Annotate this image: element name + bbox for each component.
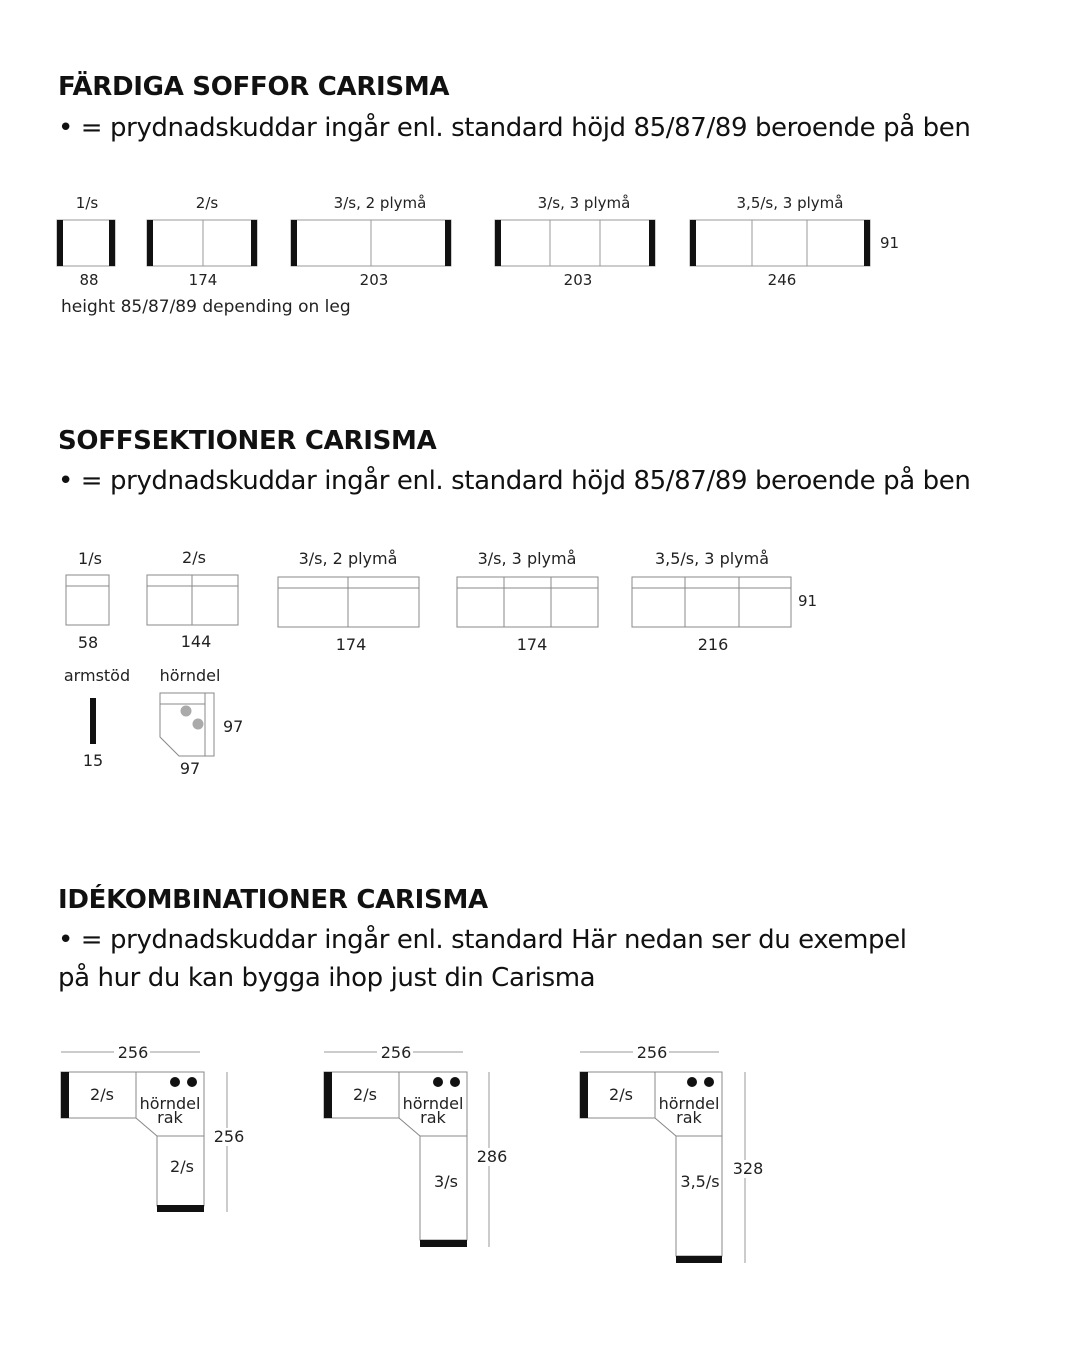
module-label: 3/s, 2 plymå [298,549,398,568]
width-label: 174 [516,635,548,654]
module-label: 1/s [75,194,99,212]
armrest [420,1240,467,1247]
width-label: 203 [359,271,389,289]
combo-1 [61,1043,248,1212]
description-line: på hur du kan bygga ihop just din Carisma [58,963,596,993]
cushion-dot [170,1077,180,1087]
sofa-3s-2-cushions [291,194,451,289]
corner-label: hörndel [658,1094,720,1113]
module-label: 3/s, 3 plymå [537,194,631,212]
depth-label: 97 [223,717,244,736]
sofa-3s-3-cushions [495,194,655,289]
height-note: height 85/87/89 depending on leg [61,297,351,317]
module-label: 3,5/s, 3 plymå [736,194,844,212]
module-label: 3,5/s [680,1172,720,1191]
module-label: 1/s [78,549,102,568]
module-label: 3,5/s, 3 plymå [654,549,770,568]
sofa-2s [147,194,257,289]
section-description [58,921,907,997]
section-heading: FÄRDIGA SOFFOR CARISMA [58,72,450,102]
width-label: 144 [180,632,212,651]
depth-label: 256 [213,1127,245,1146]
width-label: 216 [697,635,729,654]
armrest [324,1072,332,1118]
cushion-dot [193,719,204,730]
armrest [57,220,63,266]
section-3s-3-cushions [457,549,598,654]
section-description: • = prydnadskuddar ingår enl. standard höjd 85/87/89 beroende på ben [58,113,971,143]
width-label: 15 [82,751,104,770]
armrest [690,220,696,266]
armrest-piece [64,666,130,770]
cushion-dot [187,1077,197,1087]
cushion-dot [687,1077,697,1087]
depth-label: 286 [476,1147,508,1166]
module-label: 2/s [182,548,206,567]
section-3s-2-cushions [278,549,419,654]
armrest [864,220,870,266]
section-2s [147,548,238,651]
description-line: • = prydnadskuddar ingår enl. standard Här nedan ser du exempel [58,925,907,955]
combo-3 [580,1043,766,1263]
module-label: hörndel [159,666,221,685]
module-label: armstöd [63,666,131,685]
armrest [676,1256,722,1263]
module-label: 3/s, 3 plymå [477,549,577,568]
module-label: 3/s [434,1172,458,1191]
width-label: 174 [188,271,218,289]
depth-label: 91 [880,234,900,252]
width-label: 256 [117,1043,149,1062]
armrest [251,220,257,266]
module-label: 3/s, 2 plymå [333,194,427,212]
module-label: 2/s [195,194,219,212]
corner-label: hörndel [139,1094,201,1113]
corner-label: hörndel [402,1094,464,1113]
width-label: 174 [335,635,367,654]
width-label: 58 [77,633,99,652]
corner-piece [160,666,244,778]
section-description: • = prydnadskuddar ingår enl. standard höjd 85/87/89 beroende på ben [58,466,971,496]
armrest [291,220,297,266]
width-label: 256 [636,1043,668,1062]
corner-label: rak [420,1108,446,1127]
section-35s-3-cushions [632,549,791,654]
section-1s [66,549,109,652]
section-heading: SOFFSEKTIONER CARISMA [58,426,437,456]
armrest [61,1072,69,1118]
cushion-dot [450,1077,460,1087]
sofa-35s-3-cushions [690,194,870,289]
armrest [649,220,655,266]
sofa-1s [57,194,115,289]
width-label: 88 [79,271,99,289]
corner-label: rak [157,1108,183,1127]
armrest [157,1205,204,1212]
cushion-dot [704,1077,714,1087]
depth-label: 328 [732,1159,764,1178]
section-heading: IDÉKOMBINATIONER CARISMA [58,885,488,915]
corner-label: rak [676,1108,702,1127]
width-label: 246 [767,271,797,289]
armrest [147,220,153,266]
module-label: 2/s [609,1085,633,1104]
width-label: 97 [179,759,201,778]
armrest [580,1072,588,1118]
module-label: 2/s [353,1085,377,1104]
combo-2 [324,1043,510,1247]
width-label: 256 [380,1043,412,1062]
module-label: 2/s [90,1085,114,1104]
armrest [445,220,451,266]
cushion-dot [181,706,192,717]
depth-label: 91 [798,592,818,610]
cushion-dot [433,1077,443,1087]
armrest [109,220,115,266]
armrest [495,220,501,266]
module-label: 2/s [170,1157,194,1176]
width-label: 203 [563,271,593,289]
